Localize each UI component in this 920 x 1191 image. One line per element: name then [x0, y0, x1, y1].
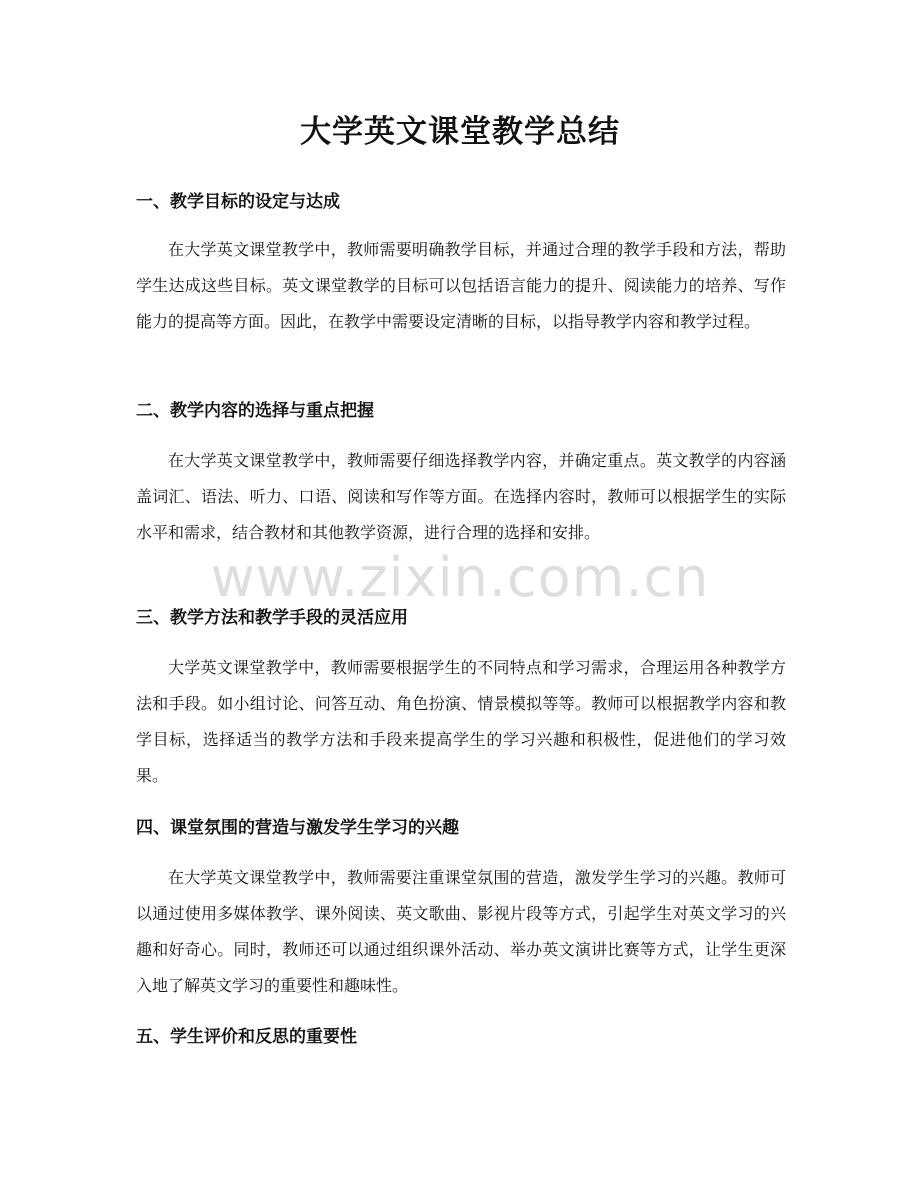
section-heading-5: 五、学生评价和反思的重要性 — [136, 1027, 357, 1047]
watermark: www.zixin.com.cn — [210, 546, 710, 609]
section-paragraph-4: 在大学英文课堂教学中，教师需要注重课堂氛围的营造，激发学生学习的兴趣。教师可以通过使用多媒体教学、课外阅读、英文歌曲、影视片段等方式，引起学生对英文学习的兴趣和好奇心。同时，教师还可以通过组织课外活动、举办英文演讲比赛等方式，让学生更深入地了解英文学习的重要性和趣味性。 — [136, 868, 786, 995]
section-paragraph-2: 在大学英文课堂教学中，教师需要仔细选择教学内容，并确定重点。英文教学的内容涵盖词汇、语法、听力、口语、阅读和写作等方面。在选择内容时，教师可以根据学生的实际水平和需求，结合教材和其他教学资源，进行合理的选择和安排。 — [136, 451, 786, 542]
section-paragraph-3: 大学英文课堂教学中，教师需要根据学生的不同特点和学习需求，合理运用各种教学方法和手段。如小组讨论、问答互动、角色扮演、情景模拟等等。教师可以根据教学内容和教学目标，选择适当的教学方法和手段来提高学生的学习兴趣和积极性，促进他们的学习效果。 — [136, 658, 786, 785]
section-heading-4: 四、课堂氛围的营造与激发学生学习的兴趣 — [136, 818, 459, 838]
page-title: 大学英文课堂教学总结 — [300, 114, 620, 150]
section-heading-1: 一、教学目标的设定与达成 — [136, 192, 340, 212]
section-heading-2: 二、教学内容的选择与重点把握 — [136, 401, 374, 421]
section-paragraph-1: 在大学英文课堂教学中，教师需要明确教学目标，并通过合理的教学手段和方法，帮助学生达成这些目标。英文课堂教学的目标可以包括语言能力的提升、阅读能力的培养、写作能力的提高等方面。因此，在教学中需要设定清晰的目标，以指导教学内容和教学过程。 — [136, 240, 786, 331]
section-heading-3: 三、教学方法和教学手段的灵活应用 — [136, 608, 408, 628]
